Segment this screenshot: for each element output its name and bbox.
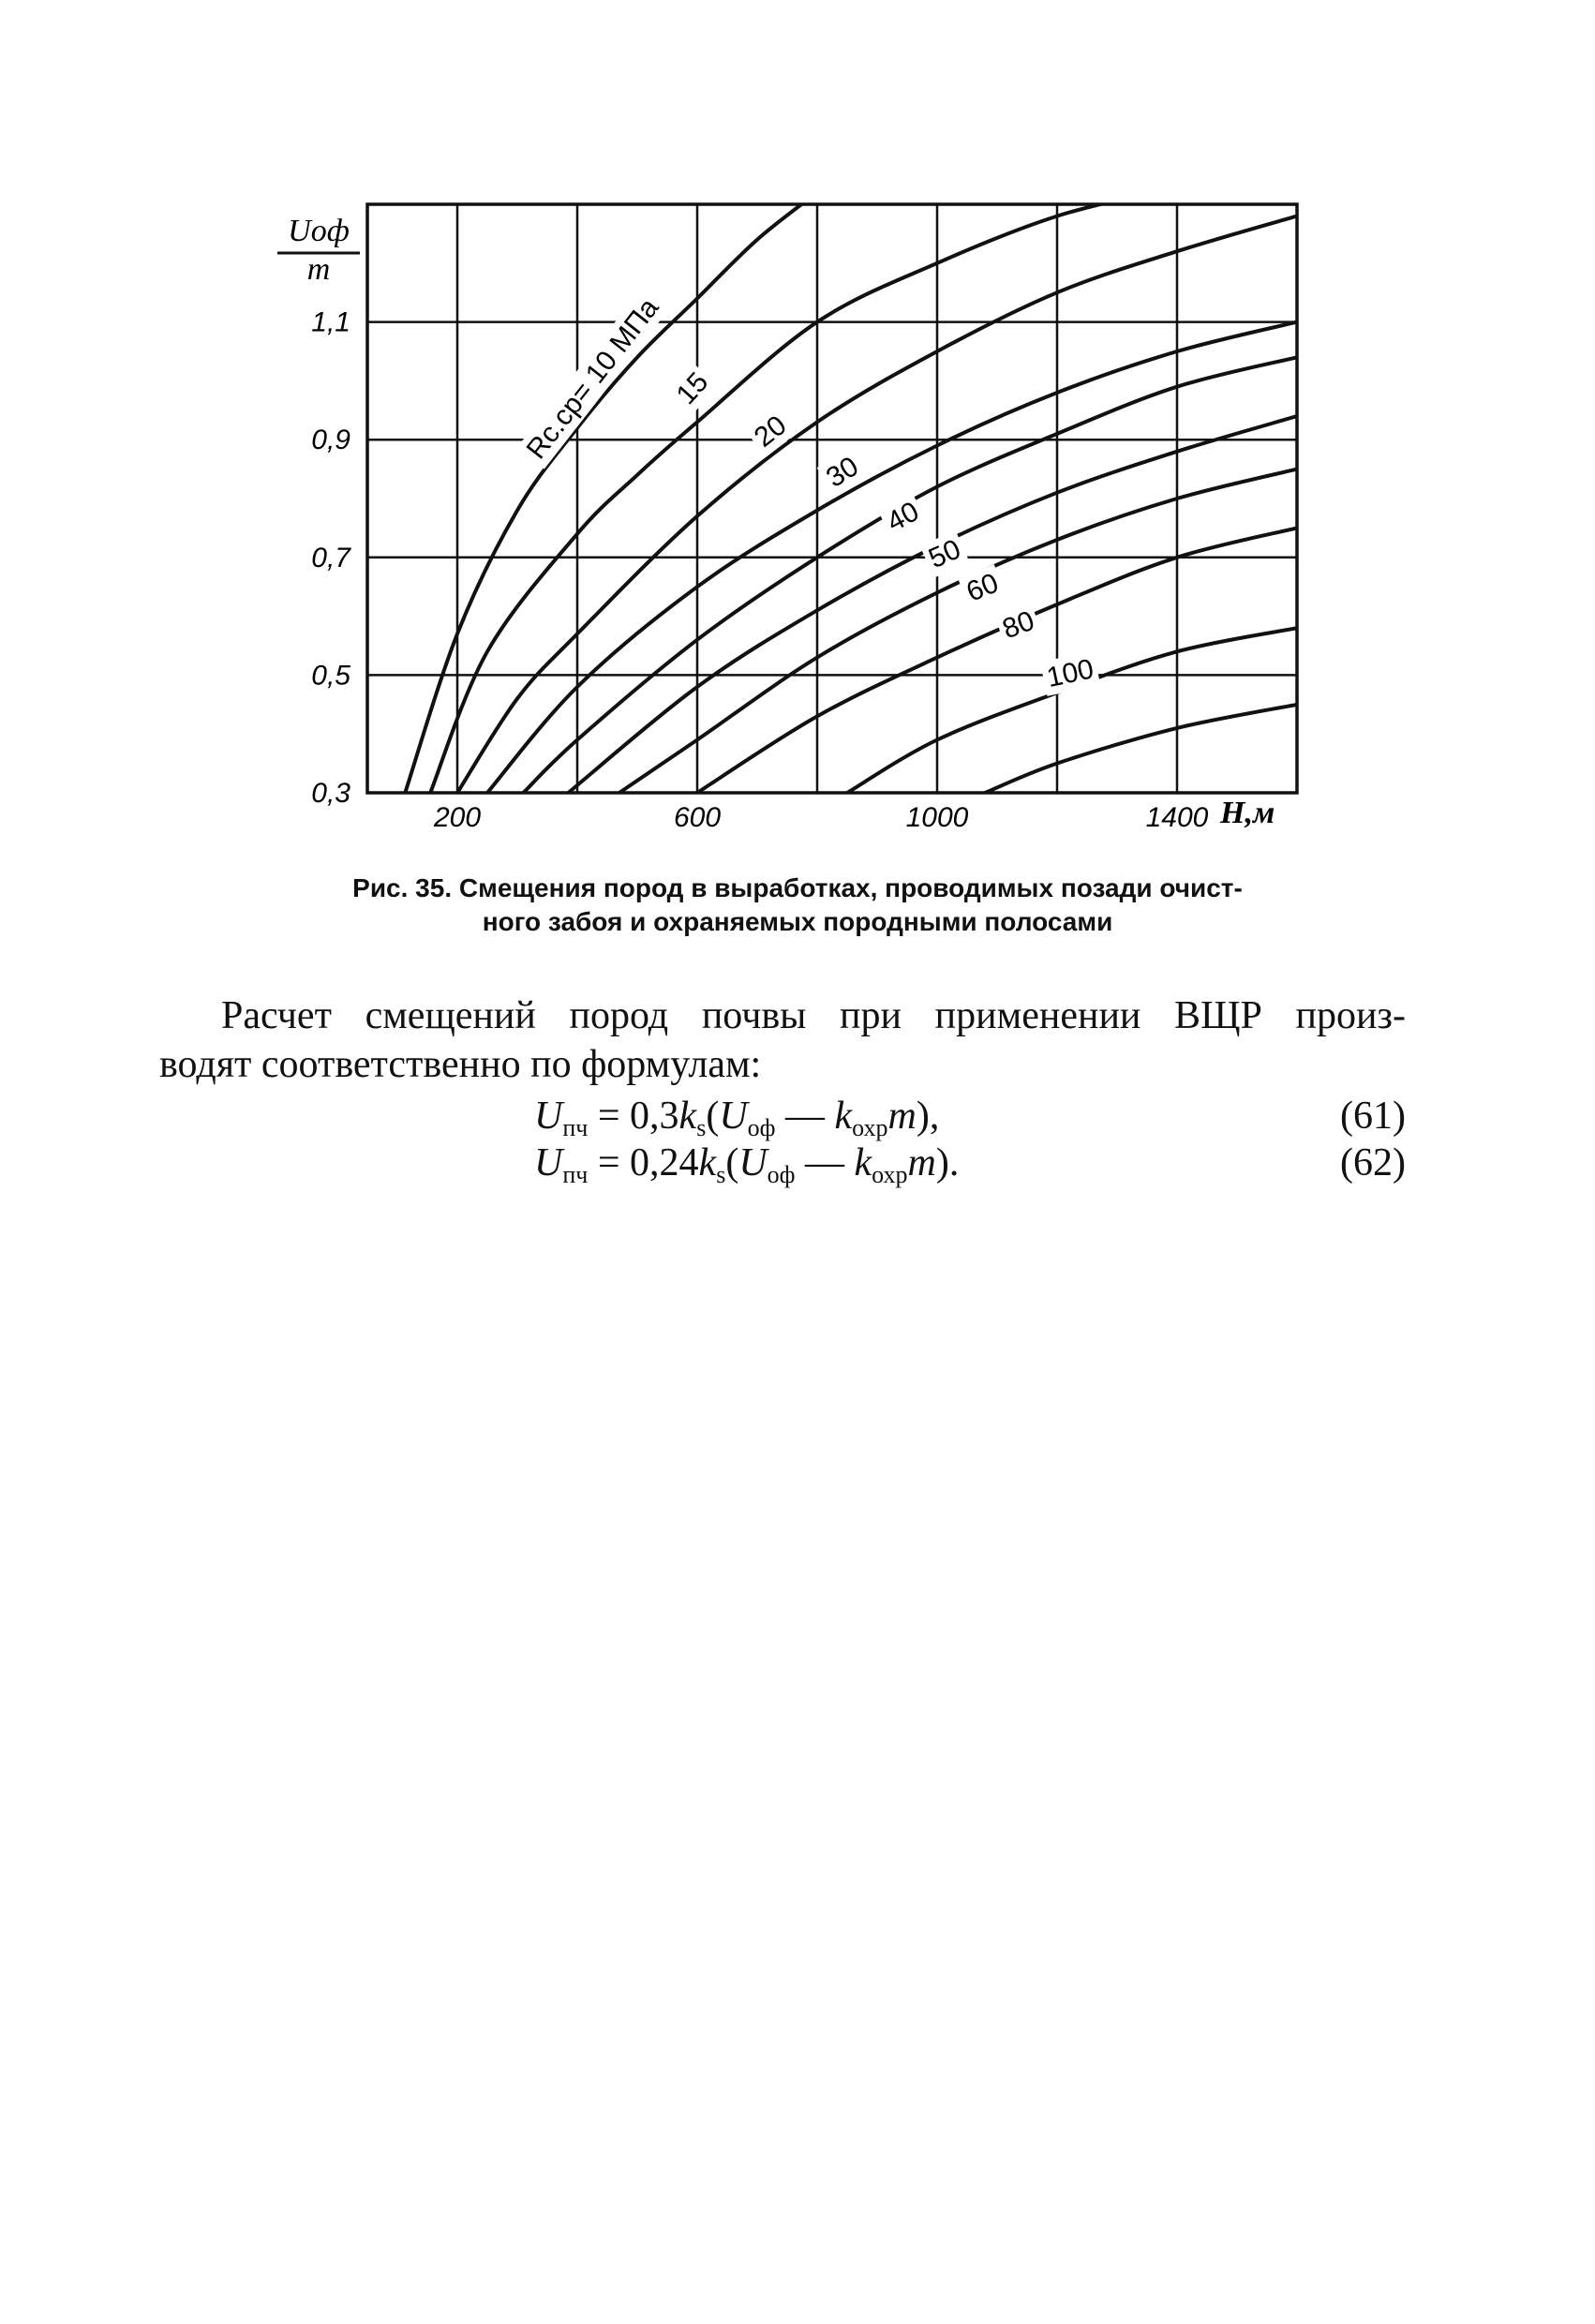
curve-label-10: Rс.ср= 10 МПа bbox=[520, 292, 665, 466]
curve-50 bbox=[568, 416, 1297, 793]
curve-60 bbox=[619, 469, 1297, 793]
symbol-k: k bbox=[698, 1141, 717, 1184]
y-axis-label-bottom: m bbox=[306, 252, 331, 287]
y-tick-label: 0,7 bbox=[311, 542, 350, 574]
caption-line-1: Рис. 35. Смещения пород в выработках, проводимых позади очист- bbox=[352, 873, 1243, 902]
symbol-k: k bbox=[834, 1095, 853, 1138]
x-axis-label: H,м bbox=[1220, 796, 1275, 830]
formula-61-expression bbox=[534, 1093, 939, 1140]
y-tick-label: 0,3 bbox=[311, 778, 350, 809]
symbol-u: U bbox=[534, 1141, 563, 1184]
curve-label-30: 30 bbox=[821, 451, 864, 494]
symbol-u: U bbox=[719, 1095, 748, 1138]
curve-10 bbox=[405, 192, 817, 793]
caption-line-2: ного забоя и охраняемых породными полосами bbox=[482, 907, 1113, 936]
figure-caption bbox=[187, 872, 1408, 939]
formula-61-number: (61) bbox=[1340, 1095, 1406, 1138]
x-tick-label: 1000 bbox=[905, 802, 969, 833]
symbol-k: k bbox=[854, 1141, 872, 1184]
formula-61 bbox=[159, 1093, 1406, 1140]
subscript-pch: пч bbox=[562, 1161, 589, 1188]
curve-label-15: 15 bbox=[670, 366, 715, 411]
curve-r1 bbox=[985, 705, 1297, 793]
curve-label-20: 20 bbox=[748, 410, 793, 454]
coefficient: = 0,24 bbox=[588, 1141, 699, 1184]
formula-62 bbox=[159, 1140, 1406, 1186]
paren-close: ), bbox=[916, 1095, 940, 1138]
curve-label-100: 100 bbox=[1044, 653, 1096, 694]
coefficient: = 0,3 bbox=[588, 1095, 679, 1138]
subscript-oxr: охр bbox=[872, 1161, 908, 1188]
chart-grid bbox=[367, 204, 1297, 793]
curve-80 bbox=[697, 528, 1297, 793]
y-tick-label: 0,5 bbox=[311, 660, 350, 692]
y-axis-label bbox=[277, 214, 360, 287]
subscript-s: s bbox=[716, 1161, 726, 1188]
curve-20 bbox=[457, 216, 1297, 793]
symbol-k: k bbox=[678, 1095, 697, 1138]
curve-label-40: 40 bbox=[882, 496, 925, 539]
minus-sign: — bbox=[795, 1141, 855, 1184]
paren-close: ). bbox=[935, 1141, 960, 1184]
paren-open: ( bbox=[706, 1095, 720, 1138]
subscript-oxr: охр bbox=[852, 1114, 888, 1141]
symbol-m: m bbox=[887, 1095, 917, 1138]
symbol-m: m bbox=[907, 1141, 936, 1184]
subscript-of: оф bbox=[767, 1161, 796, 1188]
chart-frame bbox=[367, 204, 1297, 793]
y-tick-label: 1,1 bbox=[311, 306, 350, 338]
curve-label-50: 50 bbox=[924, 533, 966, 575]
formula-62-expression bbox=[534, 1140, 959, 1186]
paragraph-line-1: Расчет смещений пород почвы при применении ВЩР произ- bbox=[221, 994, 1406, 1037]
subscript-pch: пч bbox=[562, 1114, 589, 1141]
paragraph-line-2: водят соответственно по формулам: bbox=[159, 1043, 762, 1086]
plot-frame bbox=[367, 204, 1297, 793]
y-tick-label: 0,9 bbox=[311, 425, 350, 456]
curve-label-80: 80 bbox=[998, 604, 1039, 646]
formula-62-number: (62) bbox=[1340, 1141, 1406, 1184]
x-tick-label: 200 bbox=[433, 802, 482, 833]
body-paragraph bbox=[159, 991, 1406, 1089]
chart-curve-labels bbox=[517, 289, 1101, 696]
x-tick-label: 1400 bbox=[1145, 802, 1209, 833]
subscript-of: оф bbox=[747, 1114, 776, 1141]
subscript-s: s bbox=[696, 1114, 707, 1141]
paren-open: ( bbox=[725, 1141, 739, 1184]
curve-100 bbox=[847, 628, 1297, 793]
symbol-u: U bbox=[534, 1095, 563, 1138]
chart-curves bbox=[405, 186, 1297, 793]
x-tick-label: 600 bbox=[673, 802, 722, 833]
symbol-u: U bbox=[738, 1141, 768, 1184]
y-axis-label-top: Uоф bbox=[288, 214, 350, 248]
curve-label-60: 60 bbox=[961, 567, 1004, 608]
minus-sign: — bbox=[775, 1095, 835, 1138]
